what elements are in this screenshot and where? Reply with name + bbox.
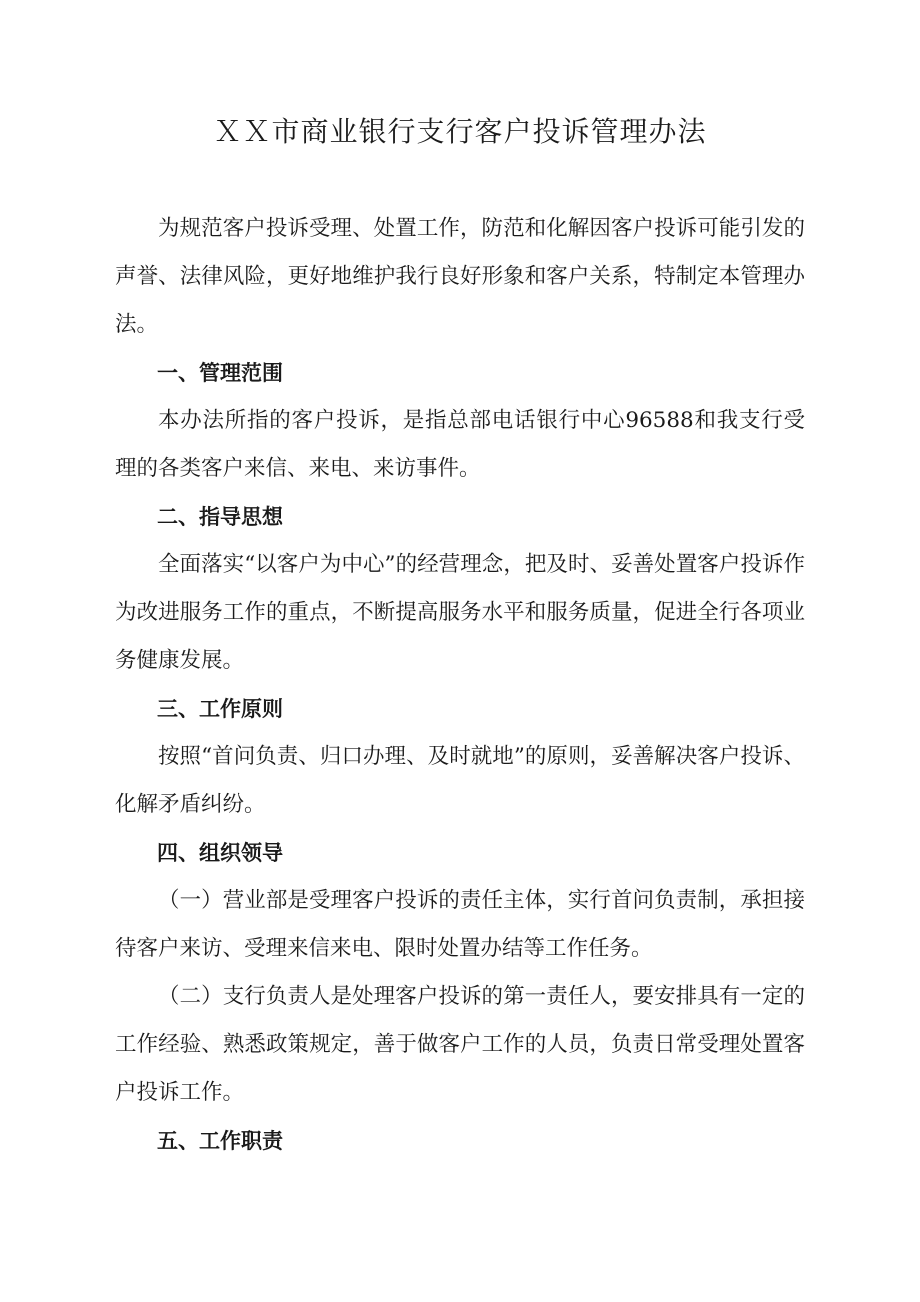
section-guiding-idea-paragraph: 全面落实“以客户为中心”的经营理念，把及时、妥善处置客户投诉作为改进服务工作的重点，不断提高服务水平和服务质量，促进全行各项业务健康发展。	[115, 552, 805, 673]
section-heading-guiding-idea: 二、指导思想	[157, 505, 283, 529]
section-organization-paragraph-1: （一）营业部是受理客户投诉的责任主体，实行首问负责制，承担接待客户来访、受理来信来电、限时处置办结等工作任务。	[115, 888, 805, 961]
section-principles-paragraph: 按照“首问负责、归口办理、及时就地”的原则，妥善解决客户投诉、化解矛盾纠纷。	[115, 744, 805, 817]
section-heading-organization: 四、组织领导	[157, 841, 283, 865]
section-scope-paragraph: 本办法所指的客户投诉，是指总部电话银行中心96588和我支行受理的各类客户来信、来电、来访事件。	[115, 408, 805, 481]
section-heading-principles: 三、工作原则	[157, 697, 283, 721]
document-title: ＸＸ市商业银行支行客户投诉管理办法	[213, 115, 707, 148]
document-body	[115, 205, 805, 1165]
section-organization-paragraph-2: （二）支行负责人是处理客户投诉的第一责任人，要安排具有一定的工作经验、熟悉政策规定，善于做客户工作的人员，负责日常受理处置客户投诉工作。	[115, 984, 805, 1105]
intro-paragraph: 为规范客户投诉受理、处置工作，防范和化解因客户投诉可能引发的声誉、法律风险，更好地维护我行良好形象和客户关系，特制定本管理办法。	[115, 216, 805, 337]
section-heading-duties: 五、工作职责	[157, 1129, 283, 1153]
section-heading-scope: 一、管理范围	[157, 361, 283, 385]
